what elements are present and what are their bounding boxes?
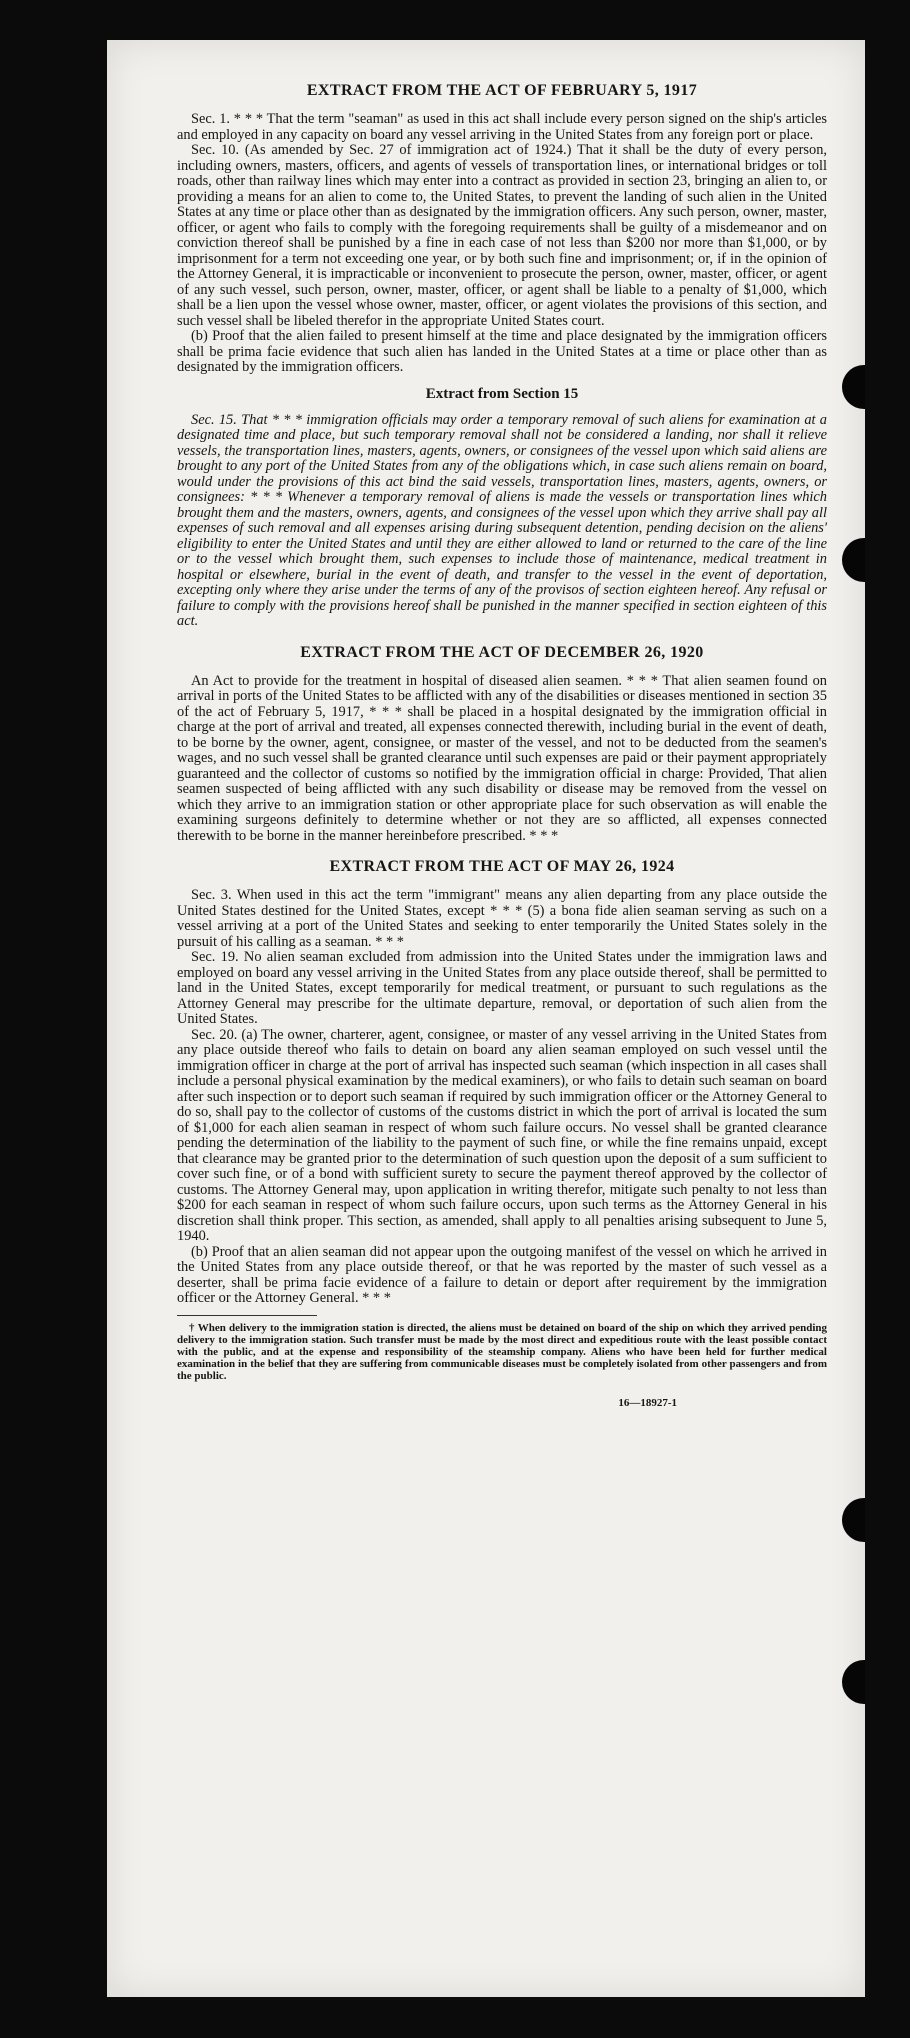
section-1-text: Sec. 1. * * * That the term "seaman" as used in this act shall include every person signed on the ship's articles and employed in any capacity on board any vessel arriving in the United States from any foreign port or place. — [177, 111, 827, 143]
section-3-text: Sec. 3. When used in this act the term "immigrant" means any alien departing from any place outside the United States destined for the United States, except * * * (5) a bona fide alien seaman serving as such on a vessel arriving at a port of the United States and seeking to enter temporarily the United States solely in the pursuit of his calling as a seaman. * * * — [177, 887, 827, 950]
heading-act-1920: EXTRACT FROM THE ACT OF DECEMBER 26, 1920 — [300, 643, 704, 661]
heading-act-1917: EXTRACT FROM THE ACT OF FEBRUARY 5, 1917 — [306, 82, 698, 99]
section-10b-text: (b) Proof that the alien failed to present himself at the time and place designated by the immigration officers shall be prima facie evidence that such alien has landed in the United States at a time or place other than as designated by the immigration officers. — [177, 328, 827, 375]
section-20a-text: Sec. 20. (a) The owner, charterer, agent, consignee, or master of any vessel arriving in the United States from any place outside thereof who fails to detain on board any alien seaman employed on such vessel until the immigration officer in charge at the port of arrival has inspected such seaman (which inspection in all cases shall include a personal physical examination by the medical examiners), or who fails to detain such seaman on board after such inspection or to deport such seaman if required by such immigration officer or the Attorney General to do so, shall pay to the collector of customs of the customs district in which the port of arrival is located the sum of $1,000 for each alien seaman in respect of whom such failure occurs. No vessel shall be granted clearance pending the determination of the liability to the payment of such fine, or while the fine remains unpaid, except that clearance may be granted prior to the determination of such question upon the deposit of a sum sufficient to cover such fine, or of a bond with sufficient surety to secure the payment thereof approved by the collector of customs. The Attorney General may, upon application in writing therefor, mitigate such penalty to not less than $200 for each seaman in respect of whom such failure occurs, upon such terms as the Attorney General in his discretion shall think proper. This section, as amended, shall apply to all penalties arising subsequent to June 5, 1940. — [177, 1026, 827, 1244]
footnote-text: † When delivery to the immigration station is directed, the aliens must be detained on board of the ship on which they arrived pending delivery to the immigration station. Such transfer must be made by the most direct and expeditious route with the least possible contact with the public, and at the expense and responsibility of the steamship company. Aliens who have been held for further medical examination in the belief that they are suffering from communicable diseases must be completely isolated from other passengers and from the public. — [177, 1321, 827, 1383]
section-10-text: Sec. 10. (As amended by Sec. 27 of immigration act of 1924.) That it shall be the duty of every person, including owners, masters, officers, and agents of vessels of transportation lines, or international bridges or toll roads, other than railway lines which may enter into a contract as provided in section 23, bringing an alien to, or providing a means for an alien to come to, the United States, to prevent the landing of such alien in the United States at any time or place other than as designated by the immigration officers. Any such person, owner, master, officer, or agent who fails to comply with the foregoing requirements shall be guilty of a misdemeanor and on conviction thereof shall be punished by a fine in each case of not less than $200 nor more than $1,000, or by imprisonment for a term not exceeding one year, or by both such fine and imprisonment; or, if in the opinion of the Attorney General, it is impracticable or inconvenient to prosecute the person, owner, master, officer, or agent of any such vessel, such person, owner, master, officer, or agent shall be liable to a penalty of $1,000, which shall be a lien upon the vessel whose owner, master, officer, or agent violates the provisions of this section, and such vessel shall be libeled therefor in the appropriate United States court. — [177, 142, 827, 329]
subheading-section-15: Extract from Section 15 — [425, 385, 579, 402]
heading-act-1924: EXTRACT FROM THE ACT OF MAY 26, 1924 — [329, 858, 675, 875]
document-page — [107, 40, 865, 1997]
section-15-text: Sec. 15. That * * * immigration officials may order a temporary removal of such aliens for examination at a designated time and place, but such temporary removal shall not be considered a landing, nor shall it relieve vessels, the transportation lines, masters, agents, owners, or consignees of the vessel upon which said aliens are brought to any port of the United States from any of the obligations which, in case such aliens remain on board, would under the provisions of this act bind the said vessels, transportation lines, masters, agents, owners, or consignees: * * * Whenever a temporary removal of aliens is made the vessels or transportation lines which brought them and the masters, owners, agents, and consignees of the vessel upon which they arrive shall pay all expenses of such removal and all expenses arising during subsequent detention, pending decision on the aliens' eligibility to enter the United States and until they are either allowed to land or returned to the care of the line or to the vessel which brought them, such expenses to include those of maintenance, medical treatment in hospital or elsewhere, burial in the event of death, and transfer to the vessel in the event of deportation, excepting only where they arise under the terms of any of the provisos of section eighteen hereof. Any refusal or failure to comply with the provisions hereof shall be punished in the manner specified in section eighteen of this act. — [177, 411, 827, 629]
punch-hole-4 — [842, 1660, 865, 1704]
punch-hole-1 — [842, 365, 865, 409]
act-1920-text: An Act to provide for the treatment in hospital of diseased alien seamen. * * * That alien seamen found on arrival in ports of the United States to be afflicted with any of the disabilities or diseases mentioned in section 35 of the act of February 5, 1917, * * * shall be placed in a hospital designated by the immigration official in charge at the port of arrival and treated, all expenses connected therewith, including burial in the event of death, to be borne by the owner, agent, consignee, or master of the vessel, and not to be deducted from the seamen's wages, and no such vessel shall be granted clearance until such expenses are paid or their payment appropriately guaranteed and the collector of customs so notified by the immigration official in charge: Provided, That alien seamen suspected of being afflicted with any such disability or disease may be removed from the vessel on which they arrive to an immigration station or other appropriate place for such observation as will enable the examining surgeons definitely to determine whether or not they are so afflicted, all expenses connected therewith to be borne in the manner hereinbefore prescribed. * * * — [177, 672, 827, 844]
section-20b-text: (b) Proof that an alien seaman did not appear upon the outgoing manifest of the vessel on which he arrived in the United States from any place outside thereof, or that he was reported by the master of such vessel as a deserter, shall be prima facie evidence of a failure to detain or deport after requirement by the immigration officer or the Attorney General. * * * — [177, 1243, 827, 1306]
punch-hole-3 — [842, 1498, 865, 1542]
footnote-divider — [177, 1315, 317, 1316]
form-code: 16—18927-1 — [618, 1396, 677, 1409]
section-19-text: Sec. 19. No alien seaman excluded from admission into the United States under the immigration laws and employed on board any vessel arriving in the United States from any place outside thereof, shall be permitted to land in the United States, except temporarily for medical treatment, or pursuant to such regulations as the Attorney General may prescribe for the ultimate departure, removal, or deportation of such alien from the United States. — [177, 949, 827, 1027]
punch-hole-2 — [842, 538, 865, 582]
